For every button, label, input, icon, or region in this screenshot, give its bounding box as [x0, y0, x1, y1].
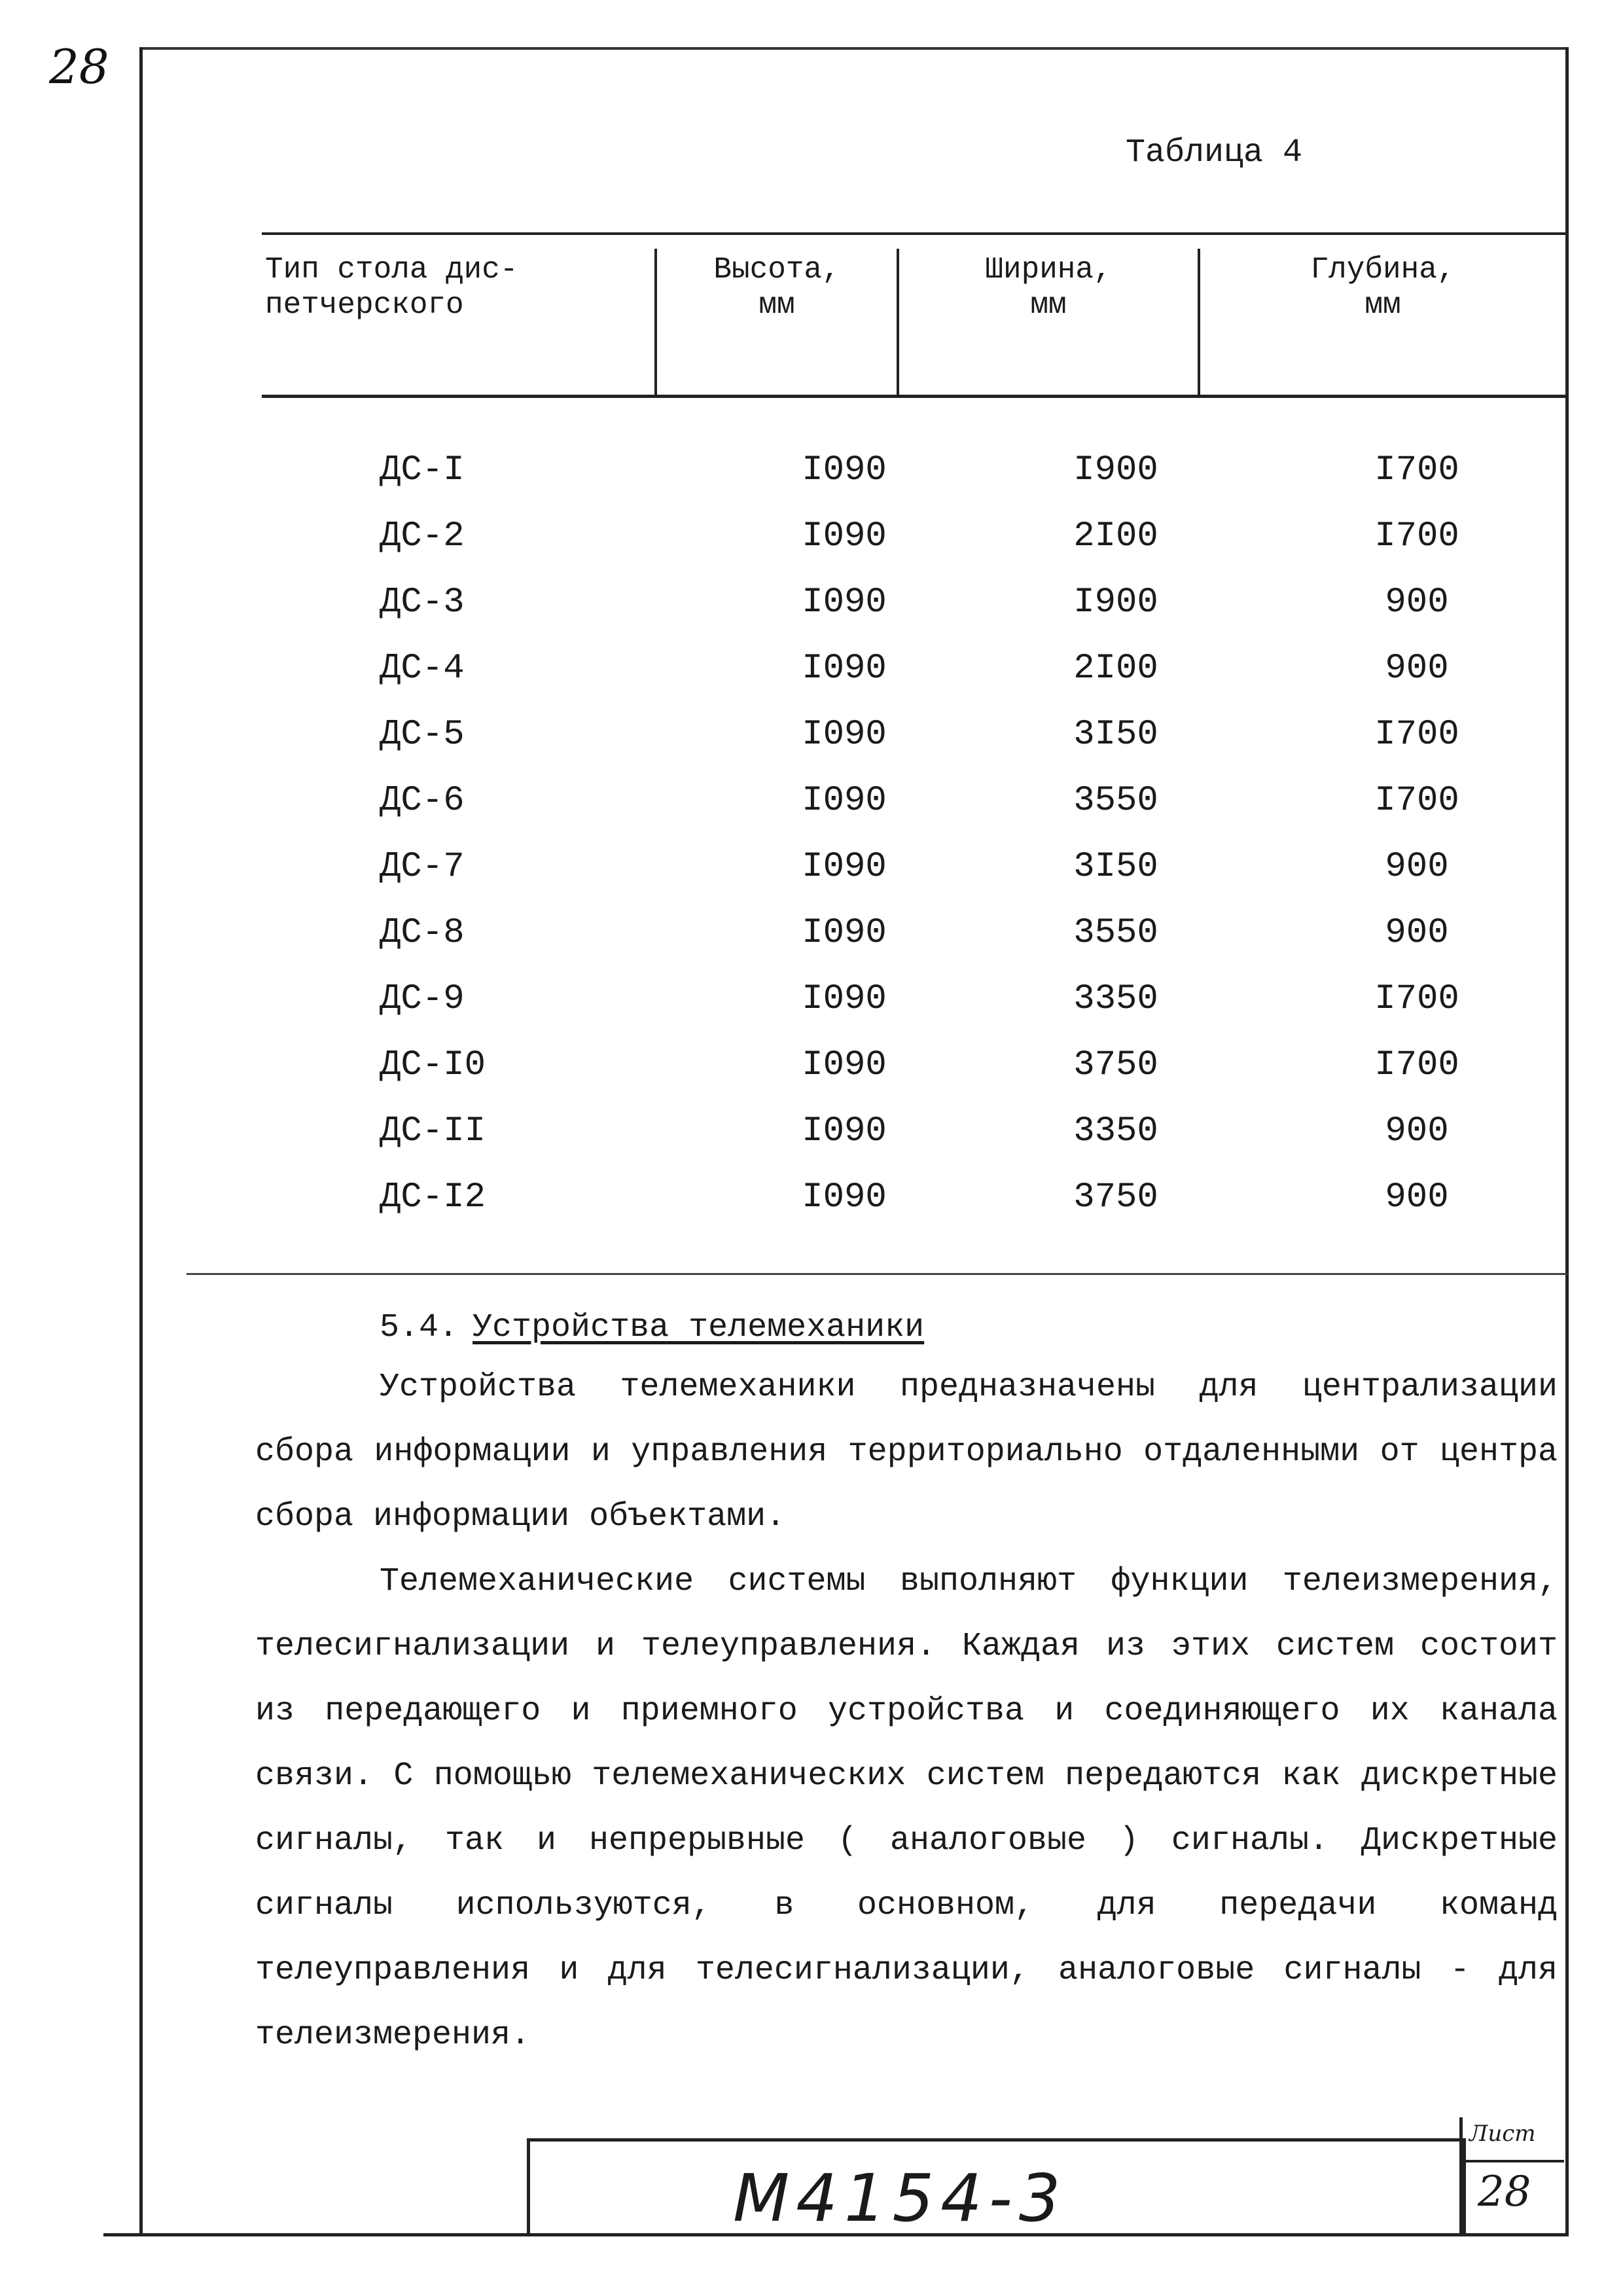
cell-height: I090 [802, 1177, 887, 1217]
cell-type: ДС-II [380, 1111, 486, 1151]
header-line: Глубина, [1310, 253, 1455, 287]
cell-type: ДС-I2 [380, 1177, 486, 1217]
cell-height: I090 [802, 1111, 887, 1151]
cell-height: I090 [802, 583, 887, 622]
section-body [255, 1355, 1558, 2068]
cell-depth: 900 [1385, 649, 1449, 689]
header-line: мм [758, 288, 795, 322]
cell-height: I090 [802, 649, 887, 689]
cell-height: I090 [802, 516, 887, 556]
paragraph: Устройства телемеханики предназначены для централизации сбора информации и управления территориально отдаленными от центра сбора информации объектами. [255, 1369, 1558, 1535]
table-caption: Таблица 4 [1126, 134, 1303, 171]
cell-width: 3750 [1073, 1045, 1158, 1085]
cell-type: ДС-I0 [380, 1045, 486, 1085]
cell-type: ДС-6 [380, 781, 465, 821]
table-row [262, 979, 1565, 1045]
table-row [262, 913, 1565, 979]
frame-top-border [139, 47, 1569, 50]
cell-type: ДС-2 [380, 516, 465, 556]
cell-type: ДС-8 [380, 913, 465, 953]
cell-height: I090 [802, 979, 887, 1019]
cell-width: 3550 [1073, 913, 1158, 953]
cell-width: 3I50 [1073, 715, 1158, 755]
cell-depth: 900 [1385, 583, 1449, 622]
cell-width: 3550 [1073, 781, 1158, 821]
header-line: Высота, [713, 253, 840, 287]
cell-height: I090 [802, 450, 887, 490]
cell-width: 3I50 [1073, 847, 1158, 887]
table-row [262, 847, 1565, 913]
paragraph: Телемеханические системы выполняют функции телеизмерения, телесигнализации и телеуправления. Каждая из этих систем состоит из передающего и приемного устройства и соединяющего их канала связи. С помощью телемеханических систем передаются как дискретные сигналы, так и непрерывные ( аналоговые ) сигналы. Дискретные сигналы используются, в основном, для передачи команд телеуправления и для телесигнализации, аналоговые сигналы - для телеизмерения. [255, 1563, 1558, 2054]
cell-type: ДС-I [380, 450, 465, 490]
header-line: Ширина, [985, 253, 1112, 287]
table-row [262, 715, 1565, 781]
table-row [262, 583, 1565, 649]
table-row [262, 450, 1565, 516]
cell-type: ДС-9 [380, 979, 465, 1019]
cell-depth: I700 [1374, 781, 1459, 821]
header-width [899, 252, 1198, 323]
frame-left-border [139, 47, 143, 2233]
header-line: петчерского [265, 288, 464, 322]
table-header-bottom-rule [262, 395, 1565, 398]
page-corner-number: 28 [49, 39, 109, 94]
cell-depth: 900 [1385, 847, 1449, 887]
section-heading [380, 1309, 924, 1346]
header-table-type [265, 252, 632, 323]
cell-depth: 900 [1385, 1177, 1449, 1217]
sheet-label: Лист [1469, 2121, 1536, 2147]
cell-width: 3350 [1073, 1111, 1158, 1151]
table-row [262, 1045, 1565, 1111]
cell-depth: I700 [1374, 450, 1459, 490]
cell-height: I090 [802, 781, 887, 821]
header-depth [1200, 252, 1565, 323]
cell-height: I090 [802, 715, 887, 755]
cell-depth: I700 [1374, 1045, 1459, 1085]
cell-type: ДС-4 [380, 649, 465, 689]
cell-width: I900 [1073, 583, 1158, 622]
cell-width: 3350 [1073, 979, 1158, 1019]
cell-depth: I700 [1374, 516, 1459, 556]
cell-depth: I700 [1374, 715, 1459, 755]
table-row [262, 649, 1565, 715]
cell-depth: 900 [1385, 913, 1449, 953]
cell-width: 3750 [1073, 1177, 1158, 1217]
section-number: 5.4. [380, 1309, 459, 1346]
header-line: Тип стола дис- [265, 253, 518, 287]
cell-type: ДС-3 [380, 583, 465, 622]
table-row [262, 1111, 1565, 1177]
table-row [262, 781, 1565, 847]
table-bottom-rule [187, 1273, 1567, 1275]
cell-width: I900 [1073, 450, 1158, 490]
cell-height: I090 [802, 847, 887, 887]
header-height [657, 252, 897, 323]
cell-height: I090 [802, 913, 887, 953]
sheet-number: 28 [1478, 2168, 1531, 2216]
cell-depth: 900 [1385, 1111, 1449, 1151]
frame-right-border [1565, 47, 1569, 2233]
header-line: мм [1030, 288, 1067, 322]
cell-height: I090 [802, 1045, 887, 1085]
table-header-top-rule [262, 232, 1565, 235]
sheet-divider [1463, 2160, 1564, 2162]
section-title: Устройства телемеханики [473, 1309, 925, 1346]
cell-width: 2I00 [1073, 649, 1158, 689]
cell-width: 2I00 [1073, 516, 1158, 556]
header-line: мм [1364, 288, 1401, 322]
table-body [262, 450, 1565, 1244]
table-row [262, 1177, 1565, 1244]
document-code: М4154-3 [733, 2160, 1067, 2236]
cell-depth: I700 [1374, 979, 1459, 1019]
table-row [262, 516, 1565, 583]
cell-type: ДС-7 [380, 847, 465, 887]
cell-type: ДС-5 [380, 715, 465, 755]
